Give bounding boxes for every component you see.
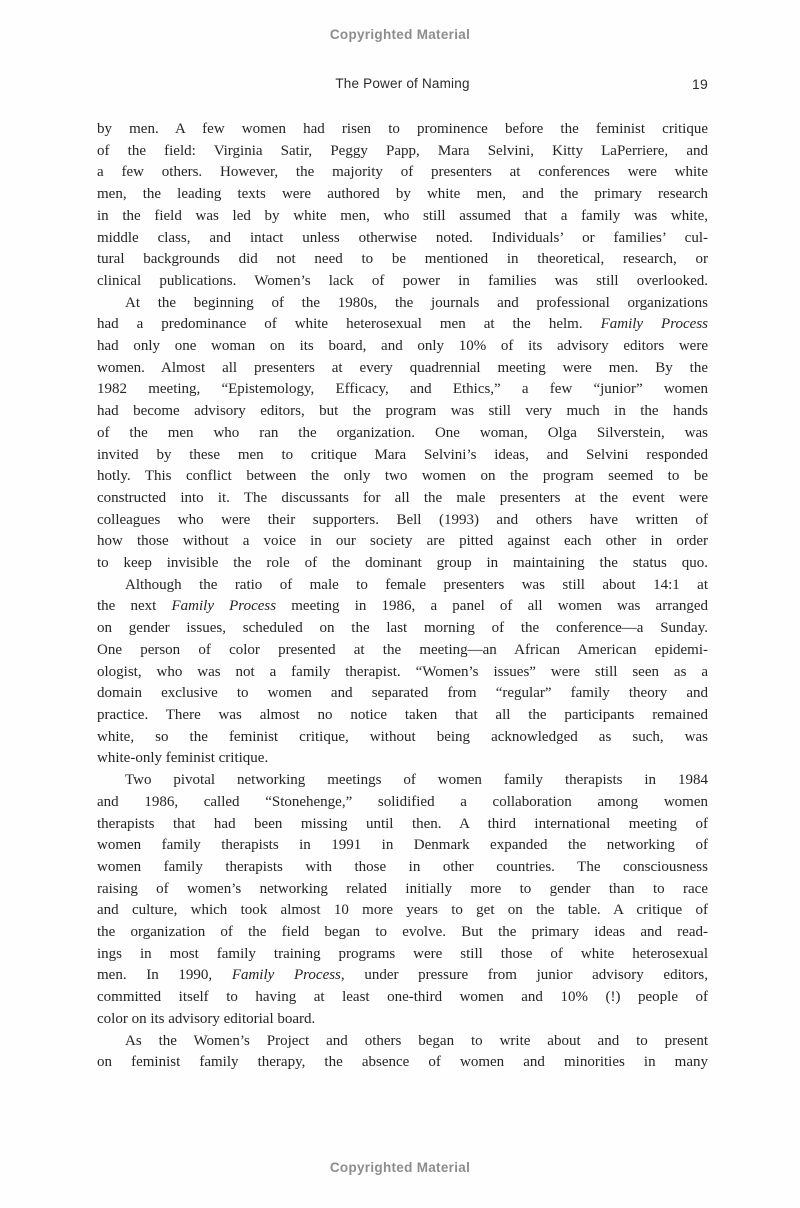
text-line: therapists that had been missing until then. A third international meeting of — [97, 815, 708, 832]
text-line: women family therapists in 1991 in Denmark expanded the networking of — [97, 837, 708, 854]
paragraph — [97, 1031, 708, 1074]
text-line: constructed into it. The discussants for all the male presenters at the event were — [97, 489, 708, 506]
paragraph — [97, 293, 708, 575]
text-line: and culture, which took almost 10 more years to get on the table. A critique of — [97, 902, 708, 919]
text-line: As the Women’s Project and others began to write about and to present — [125, 1032, 708, 1049]
running-head-title: The Power of Naming — [335, 76, 470, 91]
text-line: ings in most family training programs were still those of white heterosexual — [97, 945, 708, 962]
text-line: raising of women’s networking related initially more to gender than to race — [97, 880, 708, 897]
copyright-notice-top: Copyrighted Material — [329, 27, 471, 42]
copyright-notice-bottom: Copyrighted Material — [329, 1160, 471, 1175]
text-line: of the field: Virginia Satir, Peggy Papp, Mara Selvini, Kitty LaPerriere, and — [97, 142, 708, 159]
text-line: domain exclusive to women and separated from “regular” family theory and — [97, 685, 708, 702]
text-line: by men. A few women had risen to prominence before the feminist critique — [97, 121, 708, 137]
text-line: to keep invisible the role of the dominant group in maintaining the status quo. — [97, 555, 708, 572]
text-line: committed itself to having at least one-third women and 10% (!) people of — [97, 989, 708, 1006]
text-line: tural backgrounds did not need to be mentioned in theoretical, research, or — [97, 251, 708, 268]
paragraph — [97, 119, 708, 293]
text-line: colleagues who were their supporters. Bell (1993) and others have written of — [97, 511, 708, 528]
text-line: One person of color presented at the meeting—an African American epidemi- — [97, 641, 708, 658]
text-line: in the field was led by white men, who still assumed that a family was white, — [97, 207, 708, 224]
paragraph — [97, 770, 708, 1030]
text-line: and 1986, called “Stonehenge,” solidified a collaboration among women — [97, 793, 708, 810]
text-line: white, so the feminist critique, without being acknowledged as such, was — [97, 728, 708, 745]
paragraph — [97, 575, 708, 770]
text-line: color on its advisory editorial board. — [97, 1010, 316, 1027]
text-line: on feminist family therapy, the absence of women and minorities in many — [97, 1054, 708, 1071]
text-line: how those without a voice in our society are pitted against each other in order — [97, 533, 708, 550]
text-line: middle class, and intact unless otherwise noted. Individuals’ or families’ cul- — [97, 229, 708, 246]
running-head-row — [97, 76, 708, 94]
text-line: clinical publications. Women’s lack of power in families was still overlooked. — [97, 272, 708, 289]
text-line: women. Almost all presenters at every quadrennial meeting were men. By the — [97, 359, 708, 376]
text-line: white-only feminist critique. — [97, 750, 269, 767]
page-number: 19 — [692, 76, 708, 92]
text-line: had only one woman on its board, and only 10% of its advisory editors were — [97, 338, 708, 355]
text-line: of the men who ran the organization. One woman, Olga Silverstein, was — [97, 424, 708, 441]
text-line: invited by these men to critique Mara Selvini’s ideas, and Selvini responded — [97, 446, 708, 463]
text-line: Two pivotal networking meetings of women family therapists in 1984 — [125, 772, 708, 789]
text-line: ologist, who was not a family therapist. “Women’s issues” were still seen as a — [97, 663, 708, 680]
text-line: hotly. This conflict between the only two women on the program seemed to be — [97, 468, 708, 485]
text-line: on gender issues, scheduled on the last morning of the conference—a Sunday. — [97, 620, 708, 637]
body-text — [97, 119, 708, 1074]
text-line: the next Family Process meeting in 1986, a panel of all women was arranged — [97, 598, 709, 615]
text-line: women family therapists with those in other countries. The consciousness — [97, 858, 708, 875]
text-line: Although the ratio of male to female presenters was still about 14:1 at — [125, 576, 708, 593]
text-line: 1982 meeting, “Epistemology, Efficacy, and Ethics,” a few “junior” women — [97, 381, 708, 398]
text-line: a few others. However, the majority of presenters at conferences were white — [97, 164, 708, 181]
text-line: had become advisory editors, but the program was still very much in the hands — [97, 403, 708, 420]
text-line: men. In 1990, Family Process, under pressure from junior advisory editors, — [97, 967, 708, 984]
text-line: the organization of the field began to evolve. But the primary ideas and read- — [97, 924, 708, 941]
text-line: At the beginning of the 1980s, the journals and professional organizations — [125, 294, 708, 311]
text-line: had a predominance of white heterosexual men at the helm. Family Process — [97, 316, 708, 333]
text-line: practice. There was almost no notice taken that all the participants remained — [97, 706, 708, 723]
text-line: men, the leading texts were authored by white men, and the primary research — [97, 186, 708, 203]
